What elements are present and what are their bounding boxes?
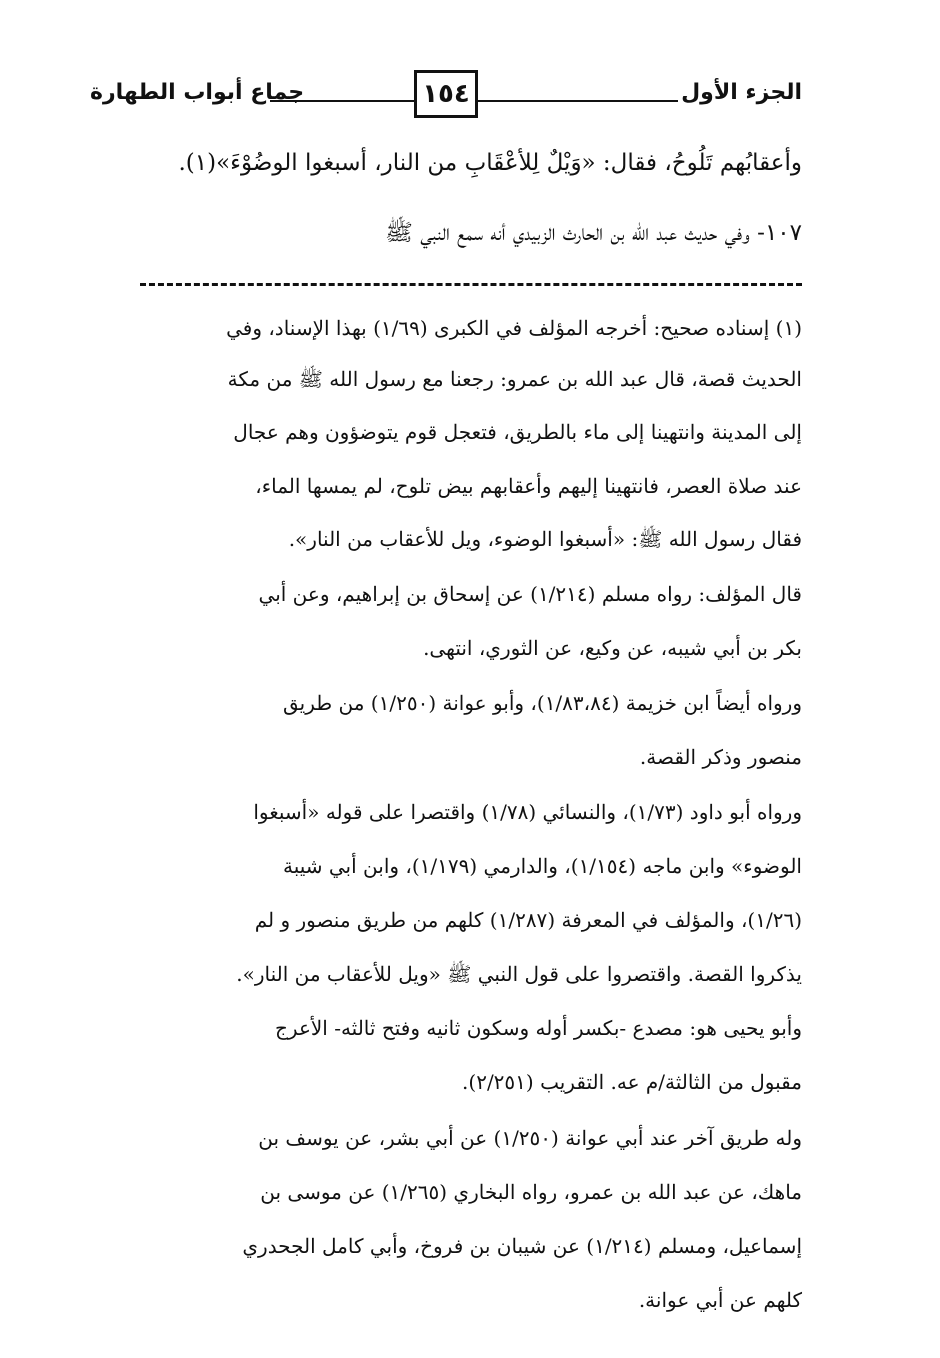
footnote-line: عند صلاة العصر، فانتهينا إليهم وأعقابهم بيض تلوح، لم يمسها الماء، <box>255 474 802 498</box>
footnote-line: الحديث قصة، قال عبد الله بن عمرو: رجعنا مع رسول الله ﷺ من مكة <box>227 367 802 391</box>
main-text-line: ١٠٧- وفي حديث عبد الله بن الحارث الزبيدي أنه سمع النبي ﷺ <box>385 220 802 246</box>
footnote-line: ورواه أبو داود (١/٧٣)، والنسائي (١/٧٨) واقتصرا على قوله «أسبغوا <box>253 800 802 824</box>
footnote-line: وأبو يحيى هو: مصدع -بكسر أوله وسكون ثانيه وفتح ثالثه- الأعرج <box>275 1016 802 1040</box>
footnote-line: ورواه أيضاً ابن خزيمة (١/٨٣،٨٤)، وأبو عوانة (١/٢٥٠) من طريق <box>282 691 802 715</box>
footnote-line: منصور وذكر القصة. <box>639 745 802 769</box>
footnote-line: فقال رسول الله ﷺ: «أسبغوا الوضوء، ويل للأعقاب من النار». <box>288 527 802 551</box>
footnote-line: كلهم عن أبي عوانة. <box>638 1288 802 1312</box>
footnote-separator <box>140 283 802 286</box>
running-title-chapter: جماع أبواب الطهارة <box>90 80 305 105</box>
footnote-line: مقبول من الثالثة/م عه. التقريب (٢/٢٥١). <box>462 1070 802 1094</box>
footnote-line: ماهك، عن عبد الله بن عمرو، رواه البخاري (١/٢٦٥) عن موسى بن <box>260 1180 802 1204</box>
main-text-line: وأعقابُهم تَلُوحُ، فقال: «وَيْلٌ لِلأعْقَابِ من النار، أسبغوا الوضُوْءَ»(١). <box>178 150 802 176</box>
footnote-line: الوضوء» وابن ماجه (١/١٥٤)، والدارمي (١/١٧٩)، وابن أبي شيبة <box>282 854 802 878</box>
footnote-line: وله طريق آخر عند أبي عوانة (١/٢٥٠) عن أبي بشر، عن يوسف بن <box>258 1126 802 1150</box>
header-rule-right <box>478 100 678 102</box>
footnote-line: قال المؤلف: رواه مسلم (١/٢١٤) عن إسحاق بن إبراهيم، وعن أبي <box>258 582 802 606</box>
running-title-volume: الجزء الأول <box>681 80 802 105</box>
footnote-line: (١/٢٦)، والمؤلف في المعرفة (١/٢٨٧) كلهم من طريق منصور و لم <box>254 908 802 932</box>
footnote-line: بكر بن أبي شيبه، عن وكيع، عن الثوري، انتهى. <box>423 636 802 660</box>
footnote-line: إسماعيل، ومسلم (١/٢١٤) عن شيبان بن فروخ، وأبي كامل الجحدري <box>242 1234 802 1258</box>
footnote-line: إلى المدينة وانتهينا إلى ماء بالطريق، فتعجل قوم يتوضؤون وهم عجال <box>233 420 802 444</box>
footnote-line: (١) إسناده صحيح: أخرجه المؤلف في الكبرى (١/٦٩) بهذا الإسناد، وفي <box>226 316 802 340</box>
page-number: ١٥٤ <box>414 70 478 118</box>
footnote-line: يذكروا القصة. واقتصروا على قول النبي ﷺ «ويل للأعقاب من النار». <box>236 962 802 986</box>
